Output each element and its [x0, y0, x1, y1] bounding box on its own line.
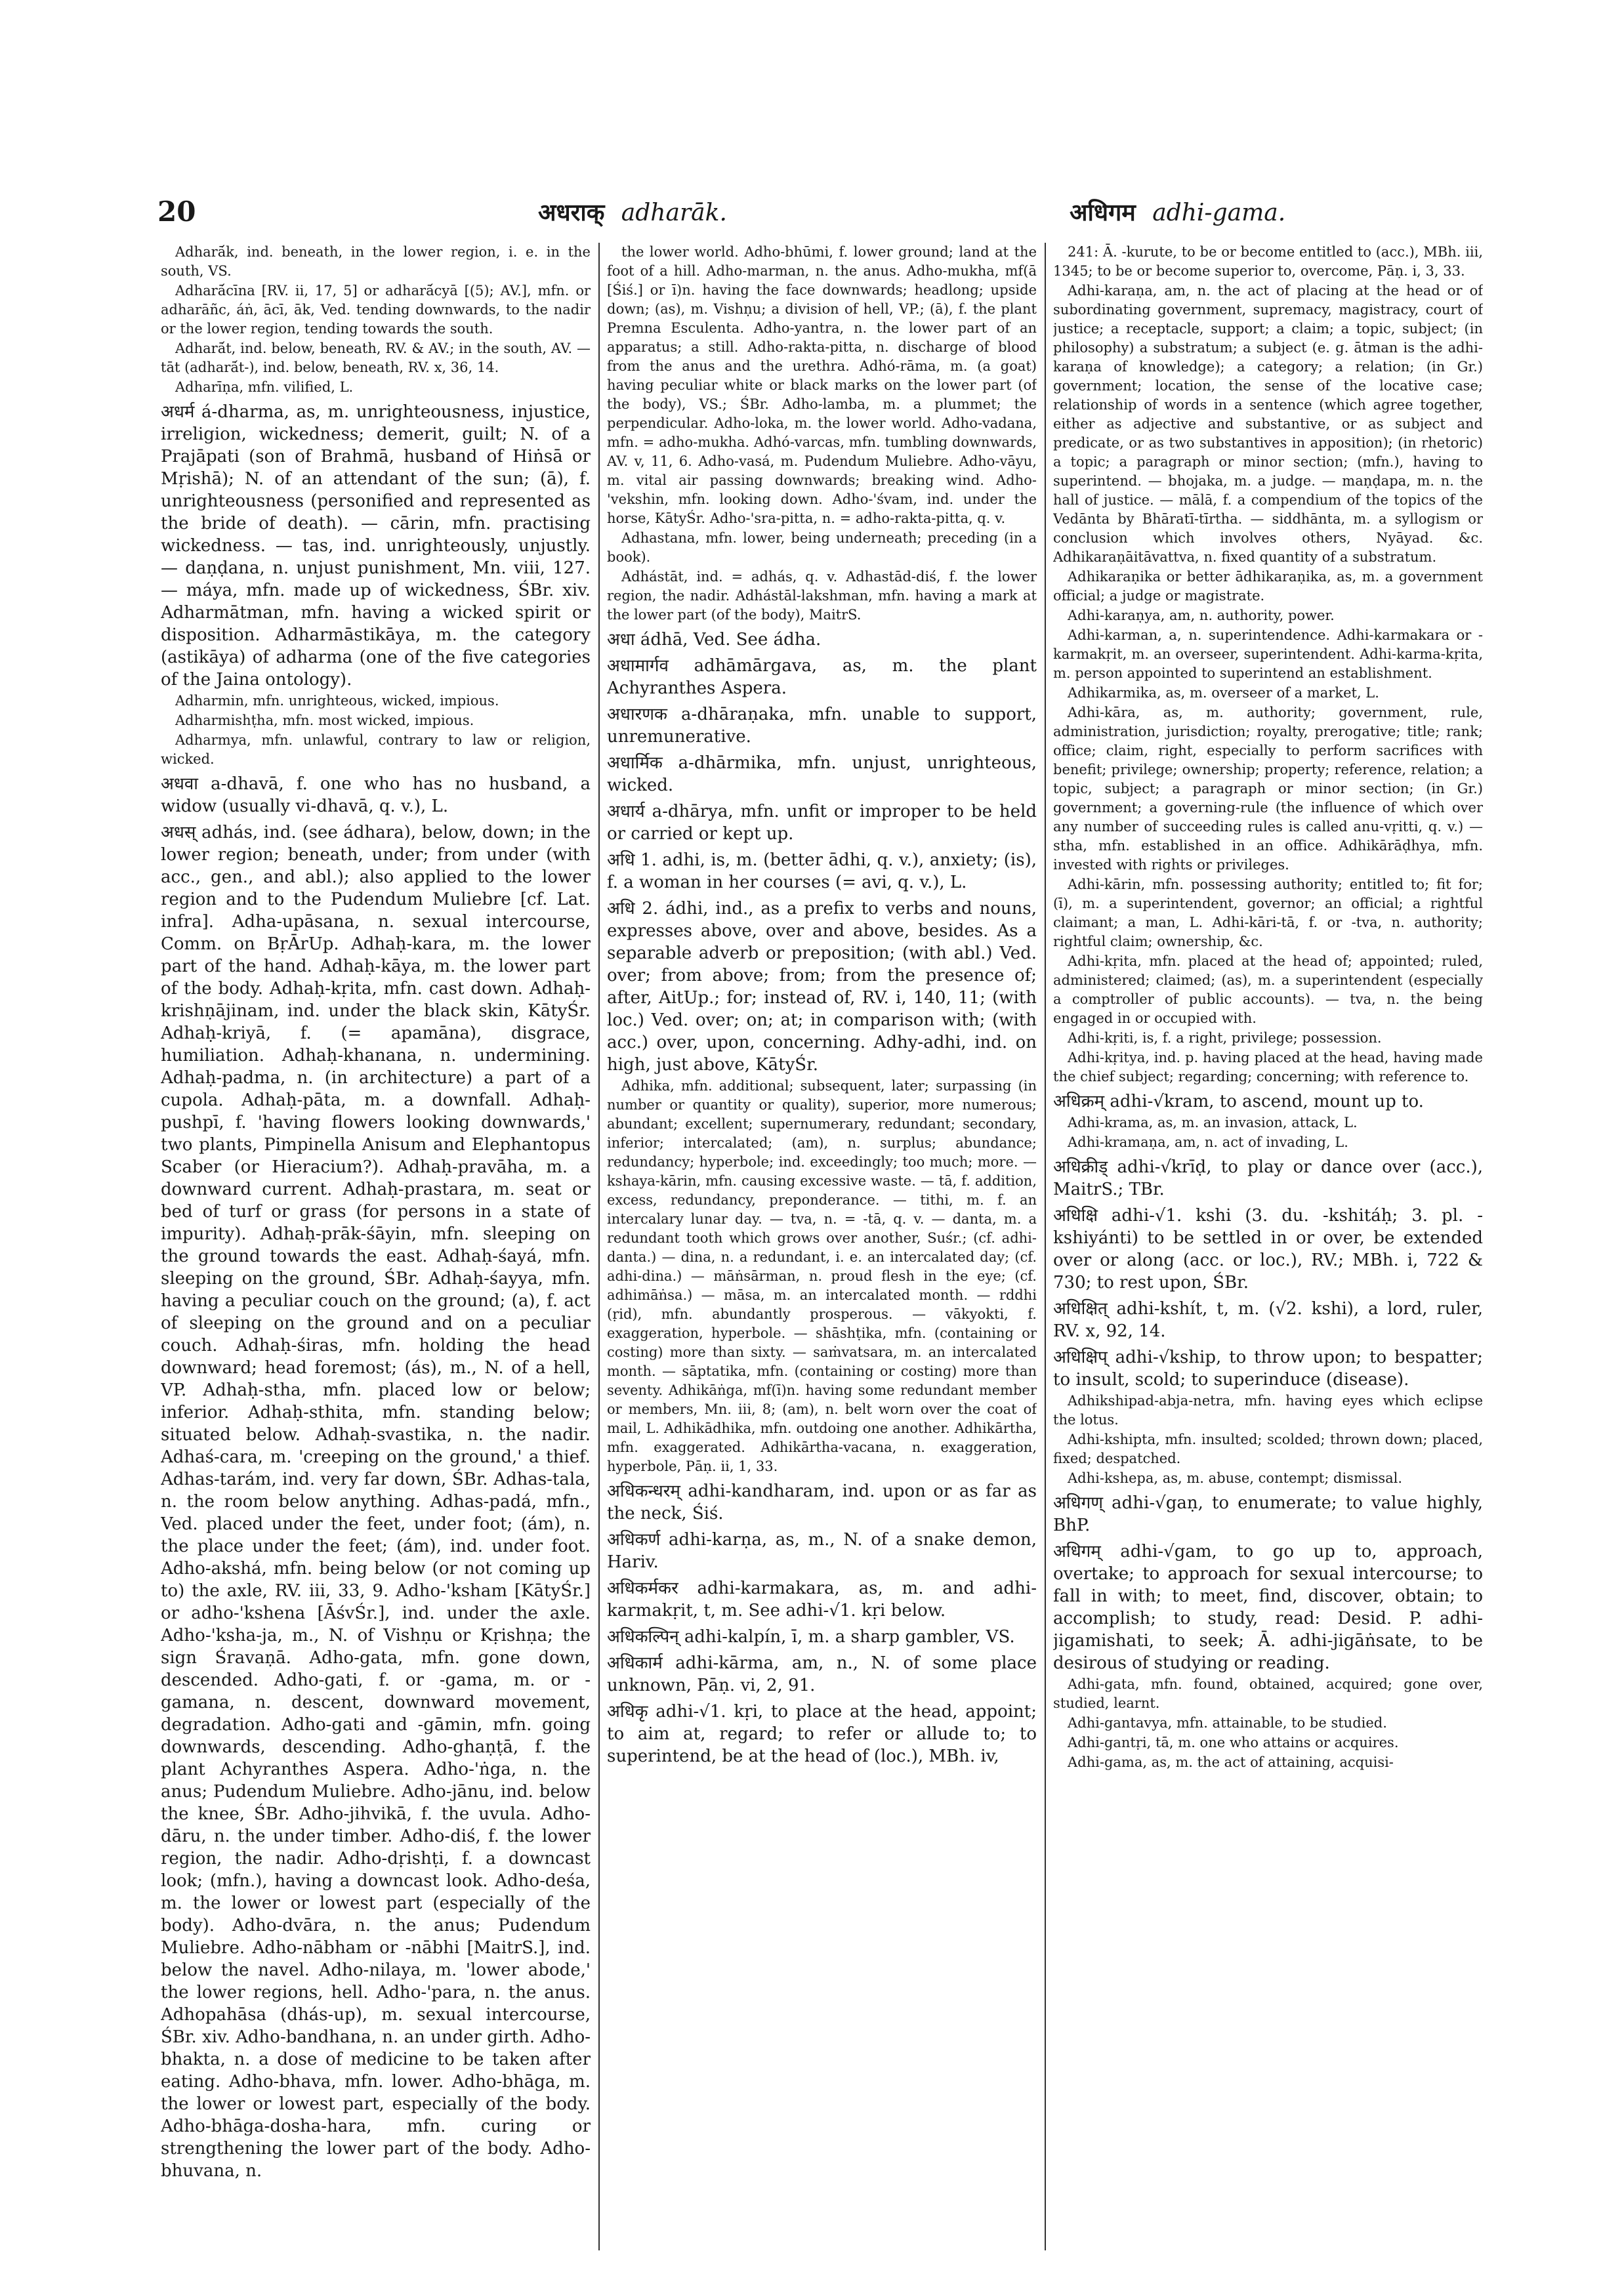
sub-entry: Adharmishṭha, mfn. most wicked, impious. [175, 713, 474, 728]
headword-entry: अधिक्रम् adhi-√kram, to ascend, mount up to. [1053, 1092, 1424, 1111]
headword-entry: अधि 2. ádhi, ind., as a prefix to verbs and nouns, expresses above, over and above, besides. As a separable adverb or preposition; (with abl.) Ved. over; from above; from; from the presence of; after, AitUp.; for; instead of, RV. i, 140, 11; (with loc.) Ved. over; on; at; in comparison with; (with acc.) over, upon, concerning. Adhy-adhi, ind. on high, just above, KātyŚr. [607, 899, 1037, 1075]
sub-entry: Adhastana, mfn. lower, being underneath; preceding (in a book). [607, 530, 1037, 565]
sub-entry: Adhi-kṛiti, is, f. a right, privilege; possession. [1068, 1030, 1382, 1046]
sub-entry: 241: Ā. -kurute, to be or become entitled to (acc.), MBh. iii, 1345; to be or become superior to, overcome, Pāṇ. i, 3, 33. [1053, 244, 1483, 279]
sub-entry: Adhi-karman, a, n. superintendence. Adhi-karmakara or -karmakṛit, m. an overseer, superintendent. Adhi-karma-kṛita, m. person appointed to superintend an establishment. [1053, 627, 1483, 681]
sub-entry: Adhi-kramaṇa, am, n. act of invading, L. [1068, 1134, 1348, 1150]
sub-entry: Adharmya, mfn. unlawful, contrary to law or religion, wicked. [161, 732, 591, 767]
headword-entry: अधिकन्धरम् adhi-kandharam, ind. upon or as far as the neck, Śiś. [607, 1481, 1037, 1523]
headword-entry: अधार्य a-dhārya, mfn. unfit or improper to be held or carried or kept up. [607, 802, 1037, 844]
sub-entry: Adhi-karaṇa, am, n. the act of placing at the head or of subordinating government, supremacy, magistracy, court of justice; a receptacle, support; a claim; a topic, subject; (in philosophy) a substratum; a subject (e. g. ātman is the adhi-karaṇa of knowledge); a category; a relation; (in Gr.) government; location, the sense of the locative case; relationship of words in a sentence (which agree together, either as adjective and substantive, or as subject and predicate, or as two substantives in apposition); (in rhetoric) a topic; a paragraph or minor section; (mfn.), having to superintend. — bhojaka, m. a judge. — maṇḍapa, m. n. the hall of justice. — mālā, f. a compendium of the topics of the Vedānta by Bhāratī-tīrtha. — siddhānta, m. a syllogism or conclusion which involves others, Nyāyad. &c. Adhikaraṇāitāvattva, n. fixed quantity of a substratum. [1053, 283, 1483, 565]
headword-entry: अधामार्गव adhāmārgava, as, m. the plant Achyranthes Aspera. [607, 656, 1037, 698]
headword-entry: अधिक्रीड् adhi-√krīḍ, to play or dance over (acc.), MaitrS.; TBr. [1053, 1157, 1483, 1199]
sub-entry: Adhi-kṛita, mfn. placed at the head of; appointed; ruled, administered; claimed; (as), m. a superintendent (especially a comptroller of public accounts). — tva, n. the being engaged in or occupied with. [1053, 953, 1483, 1026]
sub-entry: Adharmin, mfn. unrighteous, wicked, impious. [175, 693, 499, 709]
headword-entry: अधार्मिक a-dhārmika, mfn. unjust, unrighteous, wicked. [607, 753, 1037, 795]
sub-entry: Adharā́cīna [RV. ii, 17, 5] or adharā́cyā [(5); AV.], mfn. or adharāñc, áṅ, ācī, āk, Ved. tending downwards, to the nadir or the lower region, tending towards the south. [161, 283, 591, 337]
headword-entry: अधस् adhás, ind. (see ádhara), below, down; in the lower region; beneath, under; from under (with acc., gen., and abl.); also applied to the lower region and to the Pudendum Muliebre [cf. Lat. infra]. Adha-upāsana, n. sexual intercourse, Comm. on BṛĀrUp. Adhaḥ-kara, m. the lower part of the hand. Adhaḥ-kāya, m. the lower part of the body. Adhaḥ-kṛita, mfn. cast down. Adhaḥ-krishṇājinam, ind. under the black skin, KātyŚr. Adhaḥ-kriyā, f. (= apamāna), disgrace, humiliation. Adhaḥ-khanana, n. undermining. Adhaḥ-padma, n. (in architecture) a part of a cupola. Adhaḥ-pāta, m. a downfall. Adhaḥ-pushpī, f. 'having flowers looking downwards,' two plants, Pimpinella Anisum and Elephantopus Scaber (or Hieracium?). Adhaḥ-pravāha, m. a downward current. Adhaḥ-prastara, m. seat or bed of turf or grass (for persons in a state of impurity). Adhaḥ-prāk-śāyin, mfn. sleeping on the ground towards the east. Adhaḥ-śayá, mfn. sleeping on the ground, ŚBr. Adhaḥ-śayya, mfn. having a peculiar couch on the ground; (a), f. act of sleeping on the ground and on a peculiar couch. Adhaḥ-śiras, mfn. holding the head downward; head foremost; (ás), m., N. of a hell, VP. Adhaḥ-stha, mfn. placed low or below; inferior. Adhaḥ-sthita, mfn. standing below; situated below. Adhaḥ-svastika, n. the nadir. Adhaś-cara, m. 'creeping on the ground,' a thief. Adhas-tarám, ind. very far down, ŚBr. Adhas-tala, n. the room below anything. Adhas-padá, mfn., Ved. placed under the feet, under foot; (ám), n. the place under the feet; (ám), ind. under foot. Adho-akshá, mfn. being below (or not coming up to) the axle, RV. iii, 33, 9. Adho-'ksham [KātyŚr.] or adho-'kshena [ĀśvŚr.], ind. under the axle. Adho-'ksha-ja, m., N. of Vishṇu or Kṛishṇa; the sign Śravaṇā. Adho-gata, mfn. gone down, descended. Adho-gati, f. or -gama, m. or -gamana, n. descent, downward movement, degradation. Adho-gati and -gāmin, mfn. going downwards, descending. Adho-ghaṇṭā, f. the plant Achyranthes Aspera. Adho-'ṅga, n. the anus; Pudendum Muliebre. Adho-jānu, ind. below the knee, ŚBr. Adho-jihvikā, f. the uvula. Adho-dāru, n. the under timber. Adho-diś, f. the lower region, the nadir. Adho-dṛishṭi, f. a downcast look; (mfn.), having a downcast look. Adho-deśa, m. the lower or lowest part (especially of the body). Adho-dvāra, n. the anus; Pudendum Muliebre. Adho-nābham or -nābhi [MaitrS.], ind. below the navel. Adho-nilaya, m. 'lower abode,' the lower regions, hell. Adho-'para, n. the anus. Adhopahāsa (dhás-up), m. sexual intercourse, ŚBr. xiv. Adho-bandhana, n. an under girth. Adho-bhakta, n. a dose of medicine to be taken after eating. Adho-bhava, mfn. lower. Adho-bhāga, m. the lower or lowest part, especially of the body. Adho-bhāga-dosha-hara, mfn. curing or strengthening the lower part of the body. Adho-bhuvana, n. [161, 823, 591, 2181]
column-3 [1053, 243, 1483, 2250]
sub-entry: Adharīṇa, mfn. vilified, L. [175, 379, 354, 395]
running-head-left-roman: adharāk. [621, 199, 727, 226]
headword-entry: अधिक्षित् adhi-kshít, t, m. (√2. kshi), a lord, ruler, RV. x, 92, 14. [1053, 1299, 1483, 1341]
headword-entry: अधिगम् adhi-√gam, to go up to, approach, overtake; to approach for sexual intercourse; to fall in with; to meet, find, discover, obtain; to accomplish; to study, read: Desid. P. adhi-jigamishati, to seek; Ā. adhi-jigāṅsate, to be desirous of studying or reading. [1053, 1542, 1483, 1673]
sub-entry: Adhástāt, ind. = adhás, q. v. Adhastād-diś, f. the lower region, the nadir. Adhástāl-lakshman, mfn. having a mark at the lower part (of the body), MaitrS. [607, 569, 1037, 623]
running-head-right-roman: adhi-gama. [1152, 199, 1286, 226]
sub-entry: Adhi-kshepa, as, m. abuse, contempt; dismissal. [1068, 1470, 1403, 1486]
running-head-left-devanagari: अधराक् [538, 199, 605, 226]
sub-entry: Adhi-gama, as, m. the act of attaining, acquisi- [1068, 1754, 1394, 1770]
sub-entry: Adhi-krama, as, m. an invasion, attack, L. [1068, 1115, 1358, 1130]
headword-entry: अधिगण् adhi-√gaṇ, to enumerate; to value highly, BhP. [1053, 1493, 1483, 1535]
sub-entry: Adhikarmika, as, m. overseer of a market, L. [1068, 685, 1379, 701]
sub-entry: Adhi-gata, mfn. found, obtained, acquired; gone over, studied, learnt. [1053, 1676, 1483, 1711]
column-2 [607, 243, 1037, 2250]
sub-entry: Adhi-kārin, mfn. possessing authority; entitled to; fit for; (ī), m. a superintendent, governor; an official; a rightful claimant; a man, L. Adhi-kāri-tā, f. or -tva, n. authority; rightful claim; ownership, &c. [1053, 877, 1483, 949]
sub-entry: Adhikshipad-abja-netra, mfn. having eyes which eclipse the lotus. [1053, 1393, 1483, 1428]
headword-entry: अधवा a-dhavā, f. one who has no husband, a widow (usually vi-dhavā, q. v.), L. [161, 774, 591, 816]
headword-entry: अधि 1. adhi, is, m. (better ādhi, q. v.), anxiety; (is), f. a woman in her courses (= avi, q. v.), L. [607, 850, 1037, 892]
sub-entry: Adhikaraṇika or better ādhikaraṇika, as, m. a government official; a judge or magistrate. [1053, 569, 1483, 604]
sub-entry: Adharā́t, ind. below, beneath, RV. & AV.; in the south, AV. — tāt (adharā́t-), ind. below, beneath, RV. x, 36, 14. [161, 341, 591, 375]
headword-entry: अधिकर्ण adhi-karṇa, as, m., N. of a snake demon, Hariv. [607, 1530, 1037, 1572]
column-1 [161, 243, 591, 2250]
sub-entry: Adhi-kṛitya, ind. p. having placed at the head, having made the chief subject; regarding; concerning; with reference to. [1053, 1050, 1483, 1085]
headword-entry: अधिकल्पिन् adhi-kalpín, ī, m. a sharp gambler, VS. [607, 1627, 1015, 1647]
headword-entry: अधारणक a-dhāraṇaka, mfn. unable to support, unremunerative. [607, 705, 1037, 747]
sub-entry: Adhi-kshipta, mfn. insulted; scolded; thrown down; placed, fixed; despatched. [1053, 1432, 1483, 1466]
running-head-right-devanagari: अधिगम [1070, 199, 1136, 226]
sub-entry: Adhika, mfn. additional; subsequent, later; surpassing (in number or quantity or quality), superior, more numerous; abundant; excellent; supernumerary, redundant; secondary, inferior; intercalated; (am), n. surplus; abundance; redundancy; hyperbole; ind. exceedingly; too much; more. — kshaya-kārin, mfn. causing excessive waste. — tā, f. addition, excess, redundancy, preponderance. — tithi, m. f. an intercalary lunar day. — tva, n. = -tā, q. v. — danta, m. a redundant tooth which grows over another, Suśr.; (cf. adhi-danta.) — dina, n. a redundant, i. e. an intercalated day; (cf. adhi-dina.) — māṅsārman, n. proud flesh in the eye; (cf. adhimāṅsa.) — māsa, m. an intercalated month. — rddhi (ṛid), mfn. abundantly prosperous. — vākyokti, f. exaggeration, hyperbole. — shāshṭika, mfn. (containing or costing) more than sixty. — saṁvatsara, m. an intercalated month. — sāptatika, mfn. (containing or costing) more than seventy. Adhikāṅga, mf(ī)n. having some redundant member or members, Mn. iii, 8; (am), n. belt worn over the coat of mail, L. Adhikādhika, mfn. outdoing one another. Adhikārtha, mfn. exaggerated. Adhikārtha-vacana, n. exaggeration, hyperbole, Pāṇ. ii, 1, 33. [607, 1078, 1037, 1474]
sub-entry: Adhi-karaṇya, am, n. authority, power. [1068, 608, 1335, 623]
column-divider [1045, 243, 1046, 2250]
sub-entry: the lower world. Adho-bhūmi, f. lower ground; land at the foot of a hill. Adho-marman, n. the anus. Adho-mukha, mf(ā [Śiś.] or ī)n. having the face downwards; headlong; upside down; (as), m. Vishṇu; a division of hell, VP.; (ā), f. the plant Premna Esculenta. Adho-yantra, n. the lower part of an apparatus; a still. Adho-rakta-pitta, n. discharge of blood from the anus and the urethra. Adhó-rāma, m. (a goat) having peculiar white or black marks on the lower part (of the body), VS.; ŚBr. Adho-lamba, m. a plummet; the perpendicular. Adho-loka, m. the lower world. Adho-vadana, mfn. = adho-mukha. Adhó-varcas, mfn. tumbling downwards, AV. v, 11, 6. Adho-vasá, m. Pudendum Muliebre. Adho-vāyu, m. vital air passing downwards; breaking wind. Adho-'vekshin, mfn. looking down. Adho-'śvam, ind. under the horse, KātyŚr. Adho-'sra-pitta, n. = adho-rakta-pitta, q. v. [607, 244, 1037, 526]
sub-entry: Adhi-kāra, as, m. authority; government, rule, administration, jurisdiction; royalty, prerogative; title; rank; office; claim, right, especially to perform sacrifices with benefit; privilege; ownership; property; reference, relation; a topic, subject; a paragraph or minor section; (in Gr.) government; a governing-rule (the influence of which over any number of succeeding rules is called anu-vṛitti, q. v.) — stha, mfn. established in an office. Adhikārāḍhya, mfn. invested with rights or privileges. [1053, 705, 1483, 873]
sub-entry: Adhi-gantṛi, tā, m. one who attains or acquires. [1068, 1735, 1399, 1750]
headword-entry: अधिकृ adhi-√1. kṛi, to place at the head, appoint; to aim at, regard; to refer or allude to; to superintend, be at the head of (loc.), MBh. iv, [607, 1702, 1037, 1766]
headword-entry: अधर्म á-dharma, as, m. unrighteousness, injustice, irreligion, wickedness; demerit, guilt; N. of a Prajāpati (son of Brahmā, husband of Hiṅsā or Mṛishā); N. of an attendant of the sun; (ā), f. unrighteousness (personified and represented as the bride of death). — cārin, mfn. practising wickedness. — tas, ind. unrighteously, unjustly. — daṇḍana, n. unjust punishment, Mn. viii, 127. — máya, mfn. made up of wickedness, ŚBr. xiv. Adharmātman, mfn. having a wicked spirit or disposition. Adharmāstikāya, m. the category (astikāya) of adharma (one of the five categories of the Jaina ontology). [161, 402, 591, 690]
headword-entry: अधिकार्म adhi-kārma, am, n., N. of some place unknown, Pāṇ. vi, 2, 91. [607, 1653, 1037, 1695]
column-divider [598, 243, 600, 2250]
running-head-left [538, 196, 727, 228]
headword-entry: अधिक्षि adhi-√1. kshi (3. du. -kshitáḥ; 3. pl. -kshiyánti) to be settled in or over, be extended over or along (acc. or loc.), RV.; MBh. i, 722 & 730; to rest upon, ŚBr. [1053, 1206, 1483, 1292]
sub-entry: Adharā́k, ind. beneath, in the lower region, i. e. in the south, VS. [161, 244, 591, 279]
page-header [157, 196, 1476, 235]
page-number: 20 [157, 196, 196, 228]
headword-entry: अधा ádhā, Ved. See ádha. [607, 630, 822, 650]
sub-entry: Adhi-gantavya, mfn. attainable, to be studied. [1068, 1715, 1387, 1731]
headword-entry: अधिकर्मकर adhi-karmakara, as, m. and adhi-karmakṛit, t, m. See adhi-√1. kṛi below. [607, 1579, 1037, 1621]
headword-entry: अधिक्षिप् adhi-√kship, to throw upon; to bespatter; to insult, scold; to superinduce (disease). [1053, 1348, 1483, 1390]
running-head-right [1070, 196, 1285, 228]
